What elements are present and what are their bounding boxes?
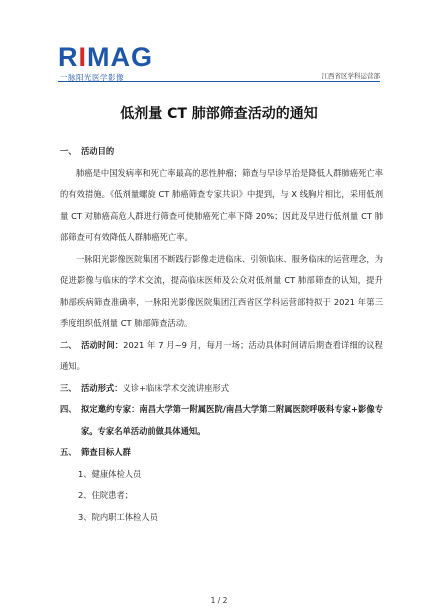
header-divider: [58, 81, 380, 82]
logo-wordmark: RIMAG: [58, 42, 154, 72]
section-1-paragraph-2: 一脉阳光影像医院集团不断践行影像走进临床、引领临床、服务临床的运营理念，为促进影像与临床的学术交流，提高临床医师及公众对低剂量 CT 肺部筛查的认知，提升肺部疾病筛查准确率，一脉阳光影像医院集团江西省区学科运营部特拟于 2021 年第三季度组织低剂量 CT 肺部筛查活动。: [60, 253, 383, 328]
section-4-text: 拟定邀约专家：南昌大学第一附属医院/南昌大学第二附属医院呼吸科专家+影像专家。专家名单活动前做具体通知。: [81, 404, 383, 436]
list-item: 3、院内职工体检人员: [78, 511, 158, 522]
section-2-label: 活动时间：: [81, 339, 124, 350]
section-3-label: 活动形式：: [81, 382, 123, 393]
section-2-text: 2021 年 7 月~9 月，每月一场；活动具体时间请后期查看详细的议程通知。: [60, 339, 383, 371]
list-item: 1、健康体检人员: [78, 468, 142, 479]
section-3: [60, 378, 383, 400]
section-1-paragraph-1: 肺癌是中国发病率和死亡率最高的恶性肿瘤；筛查与早诊早治是降低人群肺癌死亡率的有效措施。《低剂量螺旋 CT 肺癌筛查专家共识》中提到，与 X 线胸片相比，采用低剂量 CT 对肺癌高危人群进行筛查可使肺癌死亡率下降 20%；因此及早进行低剂量 CT 肺部筛查可有效降低人群肺癌死亡率。: [60, 167, 383, 242]
section-3-num: 三、: [60, 382, 77, 393]
section-2-num: 二、: [60, 339, 77, 350]
section-2: [60, 335, 383, 378]
document-title: 低剂量 CT 肺部筛查活动的通知: [120, 106, 318, 122]
department-label: 江西省区学科运营部: [321, 72, 380, 80]
section-4-num: 四、: [60, 404, 77, 414]
logo-subtitle: 一脉阳光医学影像: [60, 73, 124, 82]
section-3-text: 义诊+临床学术交流讲座形式: [122, 382, 230, 393]
section-1-heading: 一、 活动目的: [60, 146, 115, 156]
page-number: 1 / 2: [210, 596, 228, 605]
section-5-heading: 五、 筛查目标人群: [60, 447, 131, 457]
list-item: 2、住院患者；: [78, 490, 134, 500]
section-4: [60, 399, 383, 442]
document-body: [60, 141, 383, 528]
company-logo: [58, 44, 168, 84]
